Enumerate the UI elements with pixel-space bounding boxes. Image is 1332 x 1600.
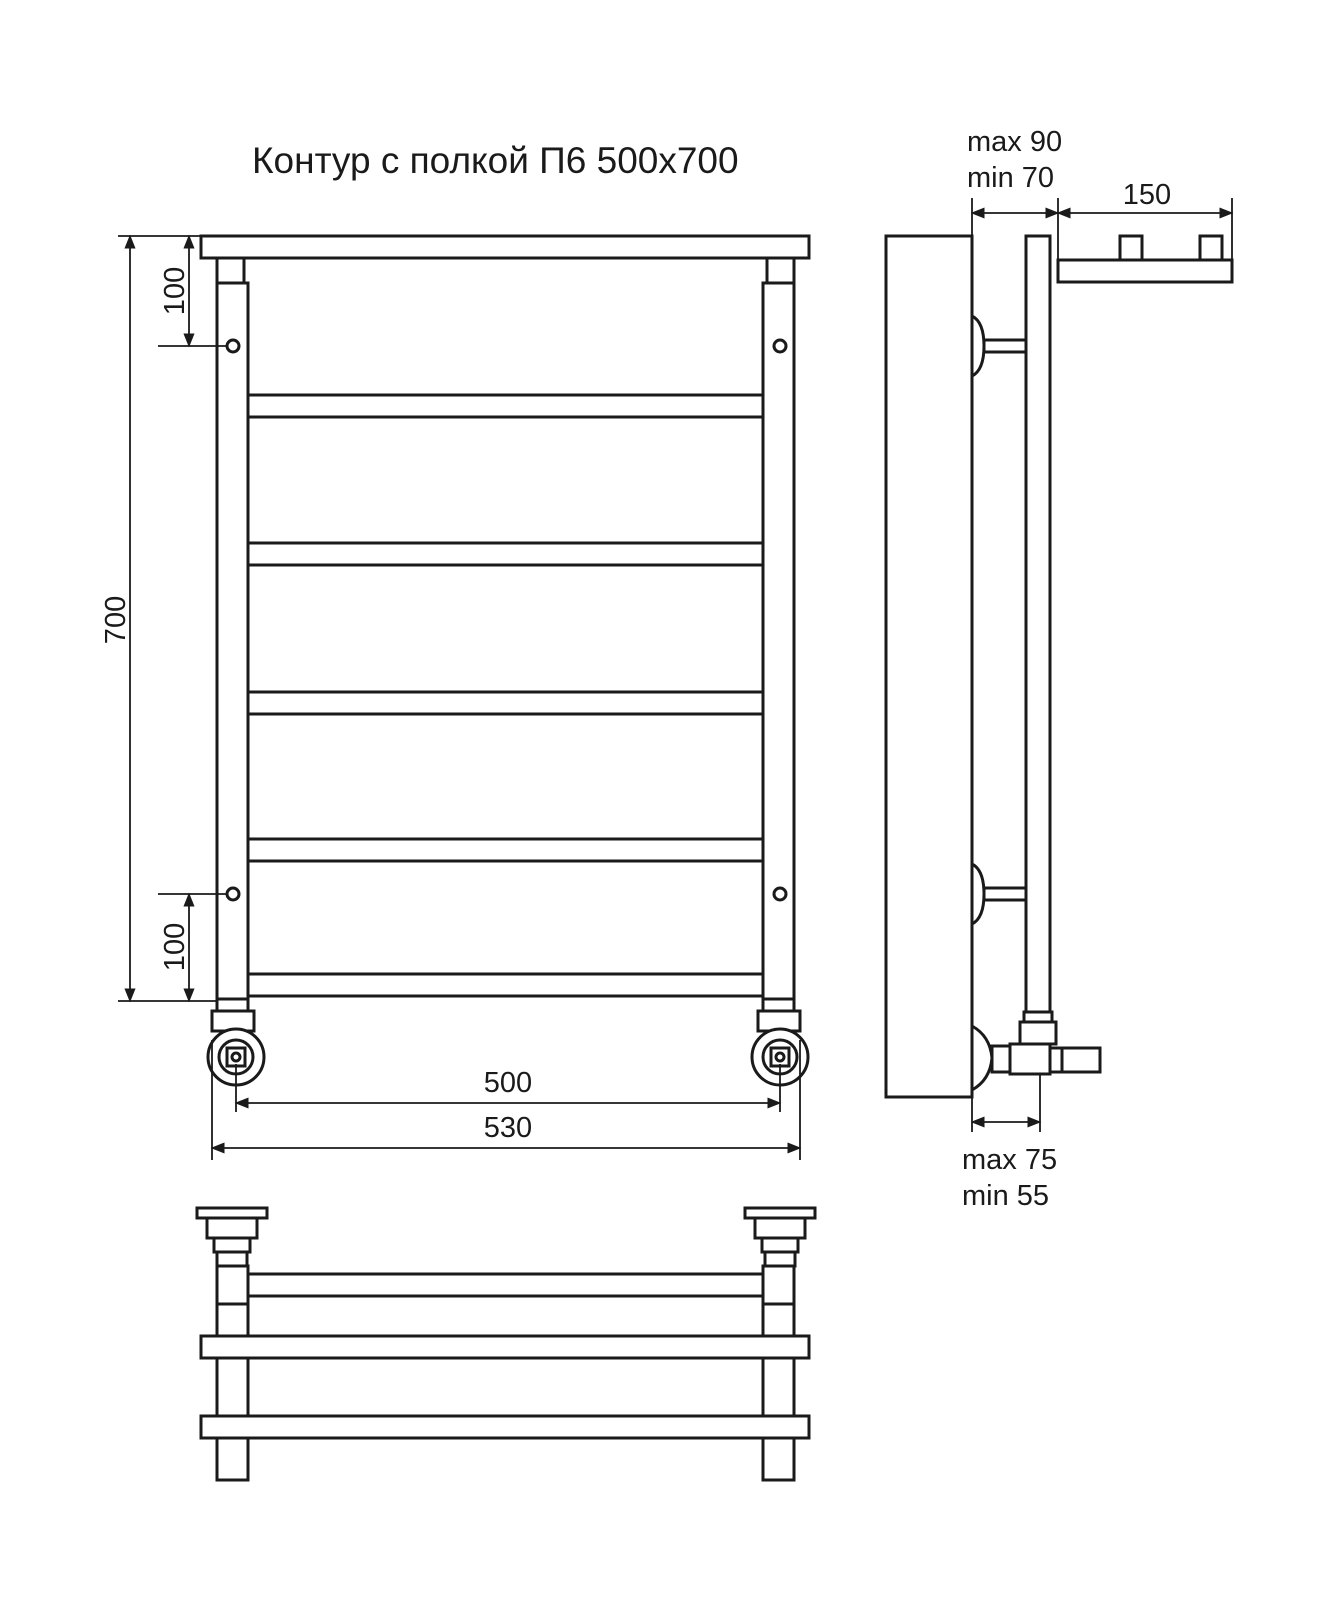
mount-hole-icon — [774, 340, 786, 352]
side-shelf-rail — [1120, 236, 1142, 260]
top-post-right — [763, 1304, 794, 1480]
front-rung — [248, 839, 763, 861]
drawing-title: Контур с полкой П6 500х700 — [252, 140, 739, 181]
mount-hole-icon — [774, 888, 786, 900]
dim-valve-min-label: min 55 — [962, 1180, 1050, 1212]
front-shelf — [201, 236, 809, 258]
dim-top-offset-label: 100 — [159, 266, 191, 316]
front-view — [201, 236, 809, 1085]
side-wall — [886, 236, 972, 1097]
front-shelf-bracket-left — [217, 258, 244, 283]
dim-wall-min-label: min 70 — [967, 162, 1055, 194]
front-rung — [248, 974, 763, 996]
top-shelf-bar — [201, 1416, 809, 1438]
side-post — [1026, 236, 1050, 1012]
side-shelf-rail — [1200, 236, 1222, 260]
dim-wall-max-label: max 90 — [967, 126, 1063, 158]
side-mount-top — [972, 316, 1026, 376]
top-post-left — [217, 1304, 248, 1480]
dim-valve-max-label: max 75 — [962, 1144, 1058, 1176]
dim-shelf-depth-label: 150 — [1122, 179, 1172, 211]
dim-height-label: 700 — [100, 595, 132, 645]
top-shelf-bar — [201, 1336, 809, 1358]
top-view — [197, 1208, 815, 1480]
dim-inner-width-label: 500 — [483, 1067, 533, 1099]
front-rung — [248, 692, 763, 714]
side-valve — [972, 1012, 1100, 1090]
side-view — [886, 236, 1232, 1097]
mount-hole-icon — [227, 888, 239, 900]
dim-bottom-offset-label: 100 — [159, 922, 191, 972]
front-rung — [248, 395, 763, 417]
side-shelf — [1058, 260, 1232, 282]
side-mount-bottom — [972, 864, 1026, 924]
front-rung — [248, 543, 763, 565]
mount-hole-icon — [227, 340, 239, 352]
top-connector-bar — [248, 1274, 763, 1296]
dim-outer-width-label: 530 — [483, 1112, 533, 1144]
front-shelf-bracket-right — [767, 258, 794, 283]
